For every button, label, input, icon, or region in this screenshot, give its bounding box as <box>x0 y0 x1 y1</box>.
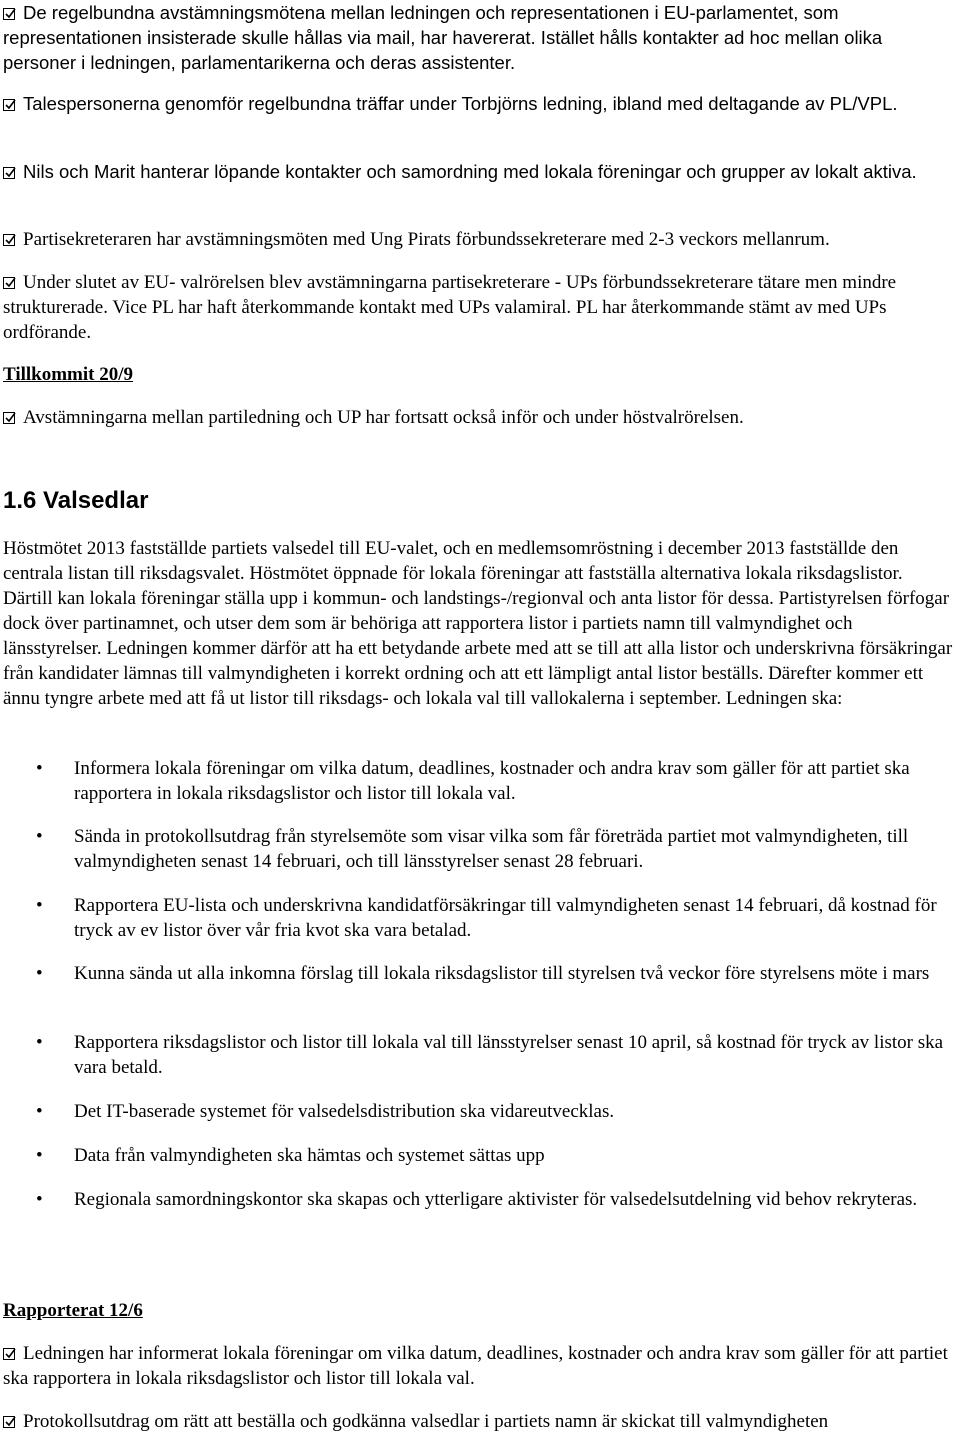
checked-checkbox-icon <box>3 277 15 289</box>
bullet-icon: • <box>36 826 43 847</box>
checked-checkbox-icon <box>3 1348 15 1360</box>
check-item: Under slutet av EU- valrörelsen blev avstämningarna partisekreterare - UPs förbundssekreterare tätare men mindre strukturerade. Vice PL har haft återkommande kontakt med UPs valamiral. PL har återkommande stämt av med UPs ordförande. <box>3 272 897 343</box>
section-heading: 1.6 Valsedlar <box>3 487 149 514</box>
checked-checkbox-icon <box>3 412 15 424</box>
document-page: De regelbundna avstämningsmötena mellan ledningen och representationen i EU-parlamentet, som representationen insisterade skulle hållas via mail, har havererat. Istället hålls kontakter ad hoc mellan olika personer i ledningen, parlamentarikerna och deras assistenter. Talespersonerna genomför regelbundna träffar under Torbjörns ledning, ibland med deltagande av PL/VPL. Nils och Marit hanterar löpande kontakter och samordning med lokala föreningar och grupper av lokalt aktiva. Partisekreteraren har avstämningsmöten med Ung Pirats förbundssekreterare med 2-3 veckors mellanrum. Under slutet av EU- valrörelsen blev avstämningarna partisekreterare - UPs förbundssekreterare tätare men mindre strukturerade. Vice PL har haft återkommande kontakt med UPs valamiral. PL har återkommande stämt av med UPs ordförande. Tillkommit 20/9 Avstämningarna mellan partiledning och UP har fortsatt också inför och under höstvalrörelsen. 1.6 Valsedlar Höstmötet 2013 fastställde partiets valsedel till EU-valet, och en medlemsomröstning i december 2013 fastställde den centrala listan till riksdagsvalet. Höstmötet öppnade för lokala föreningar att fastställa alternativa lokala riksdagslistor. Därtill kan lokala föreningar ställa upp i kommun- och landstings-/regionval och anta listor för dessa. Partistyrelsen förfogar dock över partinamnet, och utser dem som är behöriga att rapportera listor i partiets namn till valmyndighet och länsstyrelser. Ledningen kommer därför att ha ett betydande arbete med att se till att alla listor och underskrivna försäkringar från kandidater lämnas till valmyndigheten i korrekt ordning och att ett lämpligt antal listor beställs. Därefter kommer ett ännu tyngre arbete med att få ut listor till riksdags- och lokala val till vallokalerna i september. Ledningen ska: • Informera lokala föreningar om vilka datum, deadlines, kostnader och andra krav som gäller för att partiet ska rapportera in lokala riksdagslistor och listor till lokala val. • Sända in protokollsutdrag från styrelsemöte som visar vilka som får företräda partiet mot valmyndigheten, till valmyndigheten senast 14 februari, och till länsstyrelser senast 28 februari. • Rapportera EU-lista och underskrivna kandidatförsäkringar till valmyndigheten senast 14 februari, då kostnad för tryck av ev listor över vår fria kvot ska vara betalad. • Kunna sända ut alla inkomna förslag till lokala riksdagslistor till styrelsen två veckor före styrelsens möte i mars • Rapportera riksdagslistor och listor till lokala val till länsstyrelser senast 10 april, så kostnad för tryck av listor ska vara betald. • Det IT-baserade systemet för valsedelsdistribution ska vidareutvecklas. • Data från valmyndigheten ska hämtas och systemet sättas upp • Regionala samordningskontor ska skapas och ytterligare aktivister för valsedelsutdelning vid behov rekryteras. Rapporterat 12/6 Ledningen har informerat lokala föreningar om vilka datum, deadlines, kostnader och andra krav som gäller för att partiet ska rapportera in lokala riksdagslistor och listor till lokala val. Protokollsutdrag om rätt att beställa och godkänna valsedlar i partiets namn är skickat till valmyndigheten <box>3 2 953 1432</box>
rapporterat-heading: Rapporterat 12/6 <box>3 1300 143 1321</box>
check-item: Ledningen har informerat lokala föreningar om vilka datum, deadlines, kostnader och andra krav som gäller för att partiet ska rapportera in lokala riksdagslistor och listor till lokala val. <box>3 1343 948 1389</box>
bullet-icon: • <box>36 963 43 984</box>
check-item: Talespersonerna genomför regelbundna träffar under Torbjörns ledning, ibland med deltagande av PL/VPL. <box>3 91 953 116</box>
bullet-icon: • <box>36 1189 43 1210</box>
bullet-icon: • <box>36 1101 43 1122</box>
checked-checkbox-icon <box>3 167 15 179</box>
checked-checkbox-icon <box>3 234 15 246</box>
bullet-icon: • <box>36 895 43 916</box>
check-item: Partisekreteraren har avstämningsmöten med Ung Pirats förbundssekreterare med 2-3 veckors mellanrum. <box>3 227 953 252</box>
intro-paragraph: Höstmötet 2013 fastställde partiets valsedel till EU-valet, och en medlemsomröstning i december 2013 fastställde den centrala listan till riksdagsvalet. Höstmötet öppnade för lokala föreningar att fastställa alternativa lokala riksdagslistor. Därtill kan lokala föreningar ställa upp i kommun- och landstings-/regionval och anta listor för dessa. Partistyrelsen förfogar dock över partinamnet, och utser dem som är behöriga att rapportera listor i partiets namn till valmyndighet och länsstyrelser. Ledningen kommer därför att ha ett betydande arbete med att se till att alla listor och underskrivna försäkringar från kandidater lämnas till valmyndigheten i korrekt ordning och att ett lämpligt antal listor beställs. Därefter kommer ett ännu tyngre arbete med att få ut listor till riksdags- och lokala val till vallokalerna i september. Ledningen ska: <box>3 538 953 709</box>
check-item: Nils och Marit hanterar löpande kontakter och samordning med lokala föreningar och grupper av lokalt aktiva. <box>3 159 953 184</box>
check-item: De regelbundna avstämningsmötena mellan ledningen och representationen i EU-parlamentet, som representationen insisterade skulle hållas via mail, har havererat. Istället hålls kontakter ad hoc mellan olika personer i ledningen, parlamentarikerna och deras assistenter. <box>3 2 883 73</box>
tillkommit-heading: Tillkommit 20/9 <box>3 364 134 385</box>
checked-checkbox-icon <box>3 99 15 111</box>
bullet-icon: • <box>36 1032 43 1053</box>
bullet-icon: • <box>36 758 43 779</box>
check-item: Avstämningarna mellan partiledning och UP har fortsatt också inför och under höstvalrörelsen. <box>3 405 953 430</box>
checked-checkbox-icon <box>3 1416 15 1428</box>
checked-checkbox-icon <box>3 8 15 20</box>
bullet-icon: • <box>36 1145 43 1166</box>
check-item: Protokollsutdrag om rätt att beställa och godkänna valsedlar i partiets namn är skickat till valmyndigheten <box>3 1409 953 1434</box>
